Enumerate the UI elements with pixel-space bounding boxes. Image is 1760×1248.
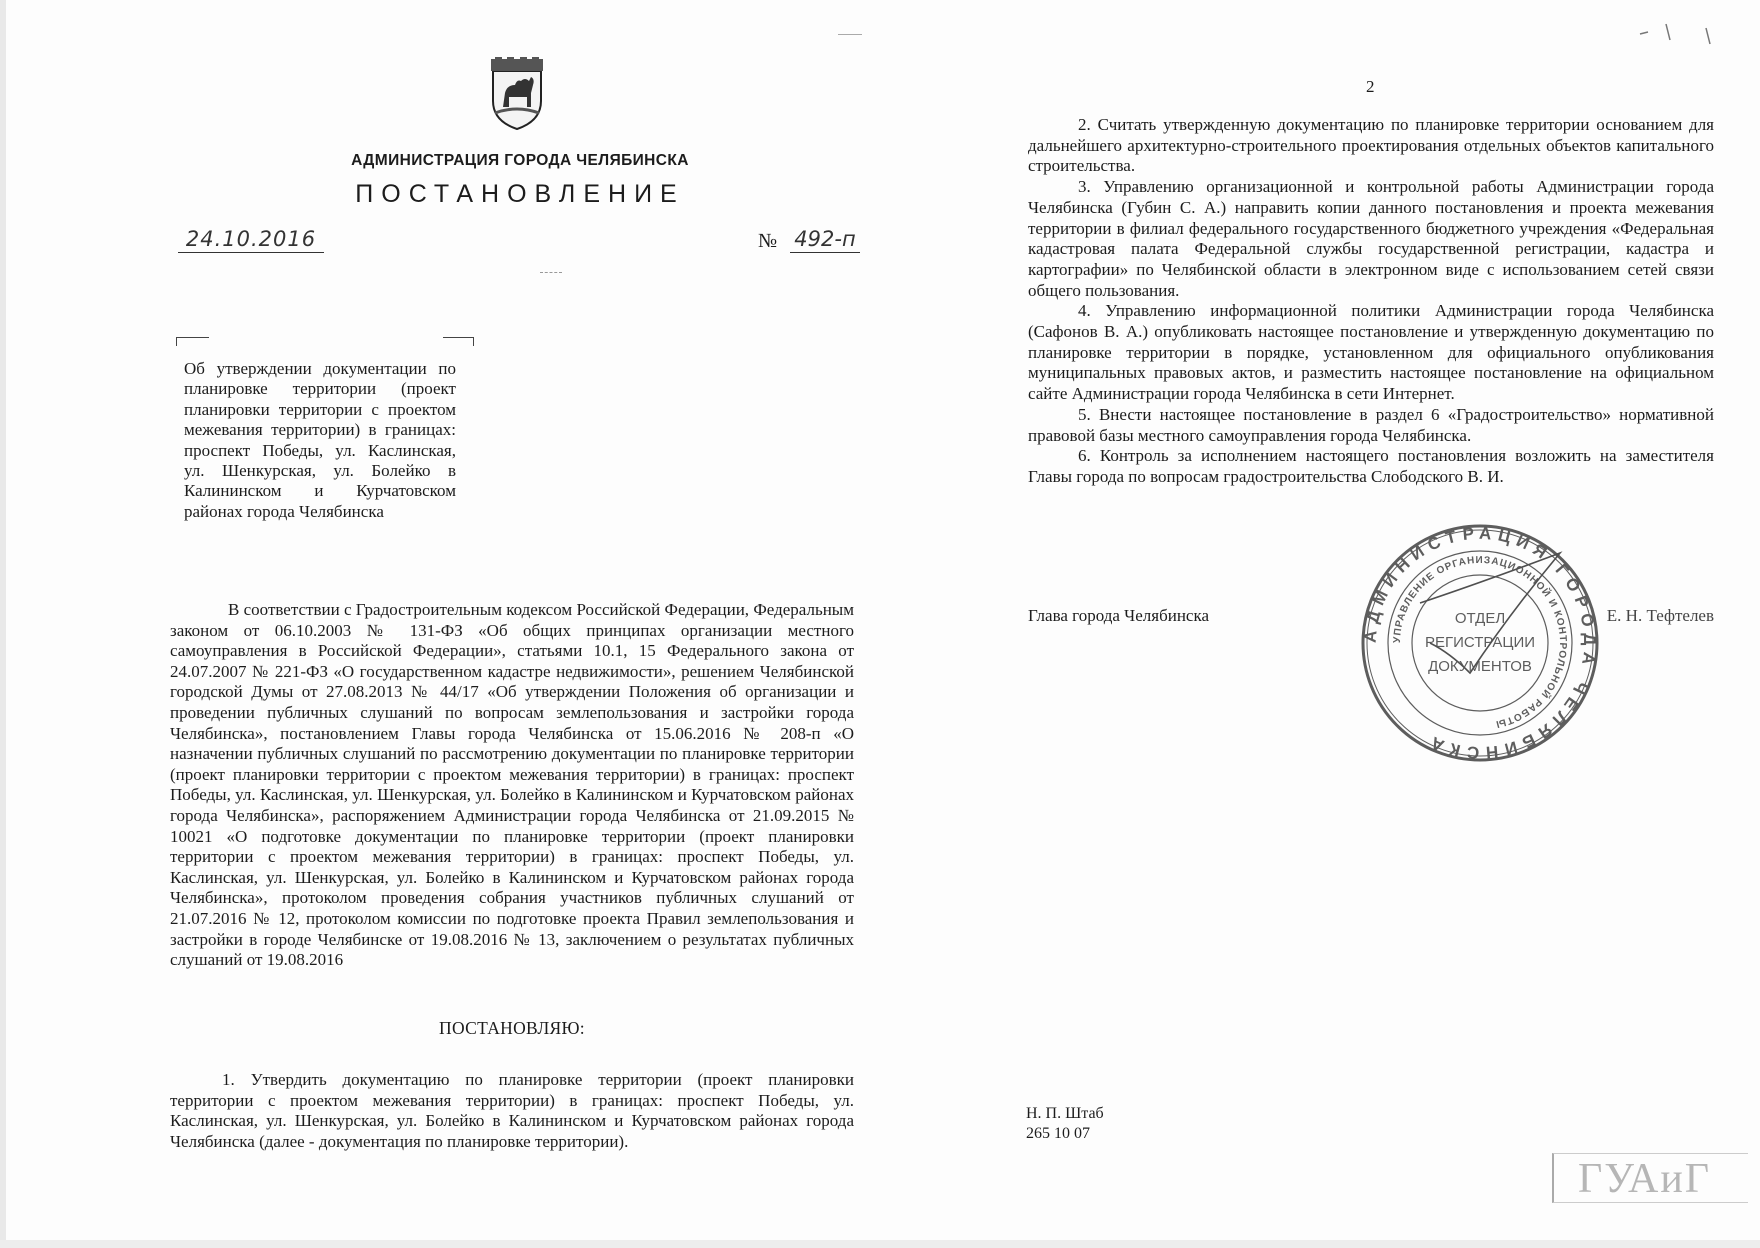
executor-phone: 265 10 07 [1026, 1125, 1090, 1142]
signatory-name: Е. Н. Тефтелев [1606, 606, 1714, 625]
document-date: 24.10.2016 [178, 226, 324, 253]
department-stamp: ГУАиГ [1552, 1153, 1748, 1203]
clauses-list [1028, 115, 1714, 488]
executor-name: Н. П. Штаб [1026, 1105, 1104, 1122]
signatory-title: Глава города Челябинска [1028, 606, 1210, 625]
seal-outer-text: АДМИНИСТРАЦИЯ ГОРОДА ЧЕЛЯБИНСКА [1360, 523, 1600, 763]
preamble-paragraph: В соответствии с Градостроительным кодексом Российской Федерации, Федеральным законом от 06.10.2003 № 131-ФЗ «Об общих принципах организации местного самоуправления в Российской Федерации», статьями 10.1, 15 Федерального закона от 24.07.2007 № 221-ФЗ «О государственном кадастре недвижимости», решением Челябинской городской Думы от 27.08.2013 № 44/17 «Об утверждении Положения об организации и проведении публичных слушаний по вопросам землепользования и застройки города Челябинска», постановлением Главы города Челябинска от 15.06.2016 № 208-п «О назначении публичных слушаний по рассмотрению документации по планировке территории (проект планировки территории с проектом межевания территории) в границах: проспект Победы, ул. Каслинская, ул. Шенкурская, ул. Болейко в Калининском и Курчатовском районах города Челябинска», распоряжением Администрации города Челябинска от 21.09.2015 № 10021 «О подготовке документации по планировке территории (проект планировки территории с проектом межевания территории) в границах: проспект Победы, ул. Каслинская, ул. Шенкурская, ул. Болейко в Калининском и Курчатовском районах города Челябинска», протоколом проведения собрания участников публичных слушаний от 21.07.2016 № 12, протоколом комиссии по подготовке проекта Правил землепользования и застройки в городе Челябинске от 19.08.2016 № 13, заключением о результатах публичных слушаний от 19.08.2016 [170, 600, 854, 970]
seal-center-line-3: ДОКУМЕНТОВ [1428, 658, 1532, 675]
seal-inner-text: УПРАВЛЕНИЕ ОРГАНИЗАЦИОННОЙ И КОНТРОЛЬНОЙ РАБОТЫ [1391, 554, 1569, 730]
scan-artifact [838, 34, 862, 35]
round-seal-stamp [1360, 523, 1600, 763]
number-sign: № [758, 230, 778, 252]
resolve-heading: ПОСТАНОВЛЯЮ: [439, 1018, 585, 1038]
executor-block [1026, 1104, 1104, 1144]
subject-bracket-right [443, 337, 474, 346]
clause-2: 2. Считать утвержденную документацию по планировке территории основанием для дальнейшего архитектурно-строительного проектирования отдельных объектов капитального строительства. [1028, 115, 1714, 176]
clause-4: 4. Управлению информационной политики Администрации города Челябинска (Сафонов В. А.) опубликовать настоящее постановление и утвержденную документацию по планировке территории в порядке, установленном для официального опубликования муниципальных правовых актов, и разместить настоящее постановление на официальном сайте Администрации города Челябинска в сети Интернет. [1028, 301, 1714, 404]
clause-3: 3. Управлению организационной и контрольной работы Администрации города Челябинска (Губин С. А.) направить копии данного постановления и проекта межевания территории в филиал федерального государственного бюджетного учреждения «Федеральная кадастровая палата Федеральной службы государственной регистрации, кадастра и картографии» по Челябинской области в электронном виде с использованием сетей связи общего пользования. [1028, 177, 1714, 300]
coat-of-arms-icon [487, 57, 547, 131]
scan-artifact-mark [1636, 18, 1736, 48]
clause-6: 6. Контроль за исполнением настоящего постановления возложить на заместителя Главы города по вопросам градостроительства Слободского В. И. [1028, 446, 1714, 486]
document-type: ПОСТАНОВЛЕНИЕ [355, 180, 685, 208]
scan-artifact [540, 272, 562, 273]
scan-edge-bottom [0, 1240, 1760, 1248]
document-subject: Об утверждении документации по планировке территории (проект планировки территории с проектом межевания территории) в границах: проспект Победы, ул. Каслинская, ул. Шенкурская, ул. Болейко в Калининском и Курчатовском районах города Челябинска [184, 359, 456, 521]
organization-name: АДМИНИСТРАЦИЯ ГОРОДА ЧЕЛЯБИНСКА [351, 152, 689, 169]
seal-center-line-1: ОТДЕЛ [1454, 610, 1506, 627]
seal-center-line-2: РЕГИСТРАЦИИ [1424, 634, 1536, 651]
clause-1: 1. Утвердить документацию по планировке территории (проект планировки территории с проектом межевания территории) в границах: проспект Победы, ул. Каслинская, ул. Шенкурская, ул. Болейко в Калининском и Курчатовском районах города Челябинска (далее - документация по планировке территории). [170, 1070, 854, 1151]
scan-edge [0, 0, 6, 1248]
subject-bracket-left [176, 337, 209, 346]
page-number: 2 [1366, 77, 1375, 96]
clause-5: 5. Внести настоящее постановление в раздел 6 «Градостроительство» нормативной правовой базы местного самоуправления города Челябинска. [1028, 404, 1714, 445]
document-number: 492-п [790, 226, 860, 253]
